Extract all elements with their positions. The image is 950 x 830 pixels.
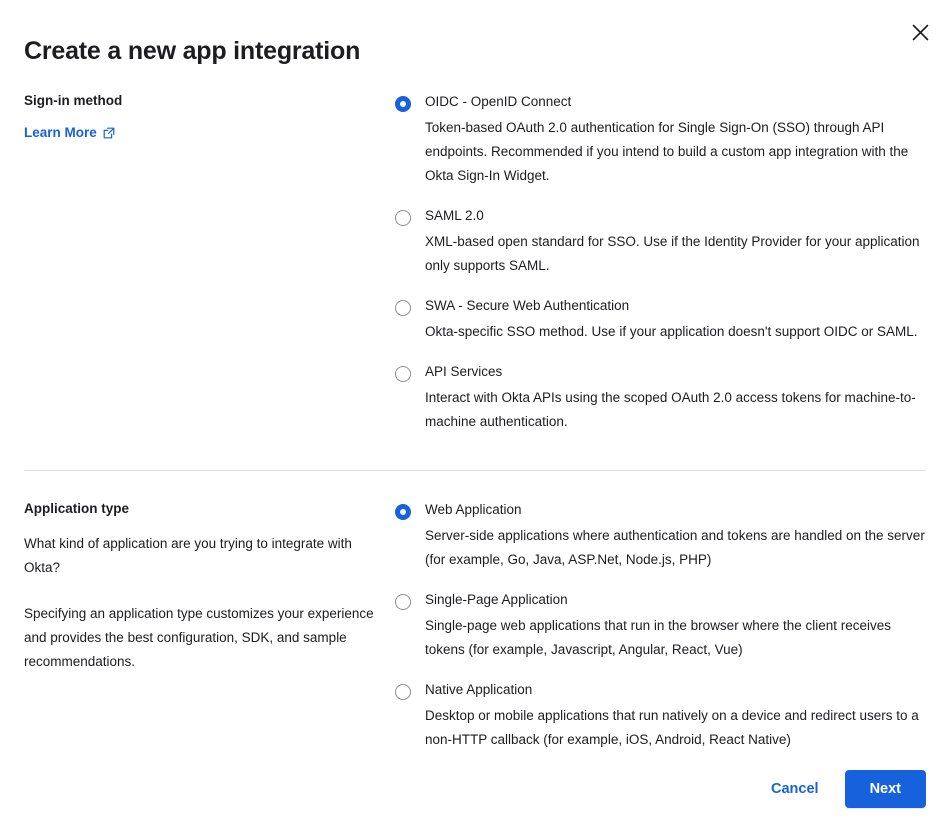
radio-title-oidc: OIDC - OpenID Connect bbox=[425, 94, 572, 109]
radio-option-swa[interactable] bbox=[395, 296, 926, 344]
radio-desc-api-services: Interact with Okta APIs using the scoped OAuth 2.0 access tokens for machine-to-machine authentication. bbox=[425, 390, 916, 429]
signin-method-options bbox=[395, 92, 926, 434]
radio-desc-oidc: Token-based OAuth 2.0 authentication for Single Sign-On (SSO) through API endpoints. Recommended if you intend to build a custom app integration with the Okta Sign-In Widget. bbox=[425, 120, 909, 183]
radio-option-oidc[interactable] bbox=[395, 92, 926, 188]
dialog-footer bbox=[24, 770, 926, 808]
close-icon-glyph bbox=[912, 24, 929, 41]
application-type-options bbox=[395, 500, 926, 752]
signin-method-section bbox=[24, 92, 926, 434]
learn-more-link[interactable] bbox=[24, 124, 115, 142]
radio-indicator-native-application[interactable] bbox=[395, 684, 411, 700]
radio-text-saml bbox=[425, 206, 926, 278]
close-icon[interactable] bbox=[906, 18, 934, 46]
radio-desc-single-page-application: Single-page web applications that run in the browser where the client receives tokens (for example, Javascript, Angular, React, Vue) bbox=[425, 618, 892, 657]
radio-text-native-application bbox=[425, 680, 926, 752]
radio-desc-web-application: Server-side applications where authentication and tokens are handled on the server (for example, Go, Java, ASP.Net, Node.js, PHP) bbox=[425, 528, 925, 567]
radio-title-saml: SAML 2.0 bbox=[425, 208, 484, 223]
radio-option-single-page-application[interactable] bbox=[395, 590, 926, 662]
radio-desc-native-application: Desktop or mobile applications that run natively on a device and redirect users to a non-HTTP callback (for example, iOS, Android, React Native) bbox=[425, 708, 919, 747]
radio-title-single-page-application: Single-Page Application bbox=[425, 592, 568, 607]
radio-indicator-single-page-application[interactable] bbox=[395, 594, 411, 610]
application-type-description-1: What kind of application are you trying to integrate with Okta? bbox=[24, 536, 352, 575]
radio-option-web-application[interactable] bbox=[395, 500, 926, 572]
application-type-label: Application type bbox=[24, 501, 130, 516]
radio-text-single-page-application bbox=[425, 590, 926, 662]
radio-title-api-services: API Services bbox=[425, 364, 503, 379]
radio-indicator-saml[interactable] bbox=[395, 210, 411, 226]
radio-desc-swa: Okta-specific SSO method. Use if your application doesn't support OIDC or SAML. bbox=[425, 324, 918, 339]
radio-text-swa bbox=[425, 296, 926, 344]
radio-indicator-swa[interactable] bbox=[395, 300, 411, 316]
application-type-left bbox=[24, 500, 395, 752]
radio-indicator-web-application[interactable] bbox=[395, 504, 411, 520]
radio-option-native-application[interactable] bbox=[395, 680, 926, 752]
section-divider bbox=[24, 470, 926, 471]
application-type-section bbox=[24, 500, 926, 752]
cancel-button[interactable]: Cancel bbox=[759, 771, 831, 807]
radio-indicator-api-services[interactable] bbox=[395, 366, 411, 382]
radio-title-native-application: Native Application bbox=[425, 682, 533, 697]
radio-title-swa: SWA - Secure Web Authentication bbox=[425, 298, 630, 313]
radio-indicator-oidc[interactable] bbox=[395, 96, 411, 112]
radio-desc-saml: XML-based open standard for SSO. Use if the Identity Provider for your application only supports SAML. bbox=[425, 234, 920, 273]
next-button[interactable]: Next bbox=[845, 770, 926, 808]
radio-text-web-application bbox=[425, 500, 926, 572]
signin-method-label: Sign-in method bbox=[24, 93, 123, 108]
radio-text-oidc bbox=[425, 92, 926, 188]
radio-title-web-application: Web Application bbox=[425, 502, 522, 517]
radio-text-api-services bbox=[425, 362, 926, 434]
radio-option-saml[interactable] bbox=[395, 206, 926, 278]
application-type-description-2: Specifying an application type customizes your experience and provides the best configuration, SDK, and sample recommendations. bbox=[24, 606, 374, 669]
external-link-icon bbox=[103, 127, 115, 139]
signin-method-left bbox=[24, 92, 395, 434]
radio-option-api-services[interactable] bbox=[395, 362, 926, 434]
page-title: Create a new app integration bbox=[24, 37, 361, 65]
learn-more-label: Learn More bbox=[24, 125, 97, 140]
